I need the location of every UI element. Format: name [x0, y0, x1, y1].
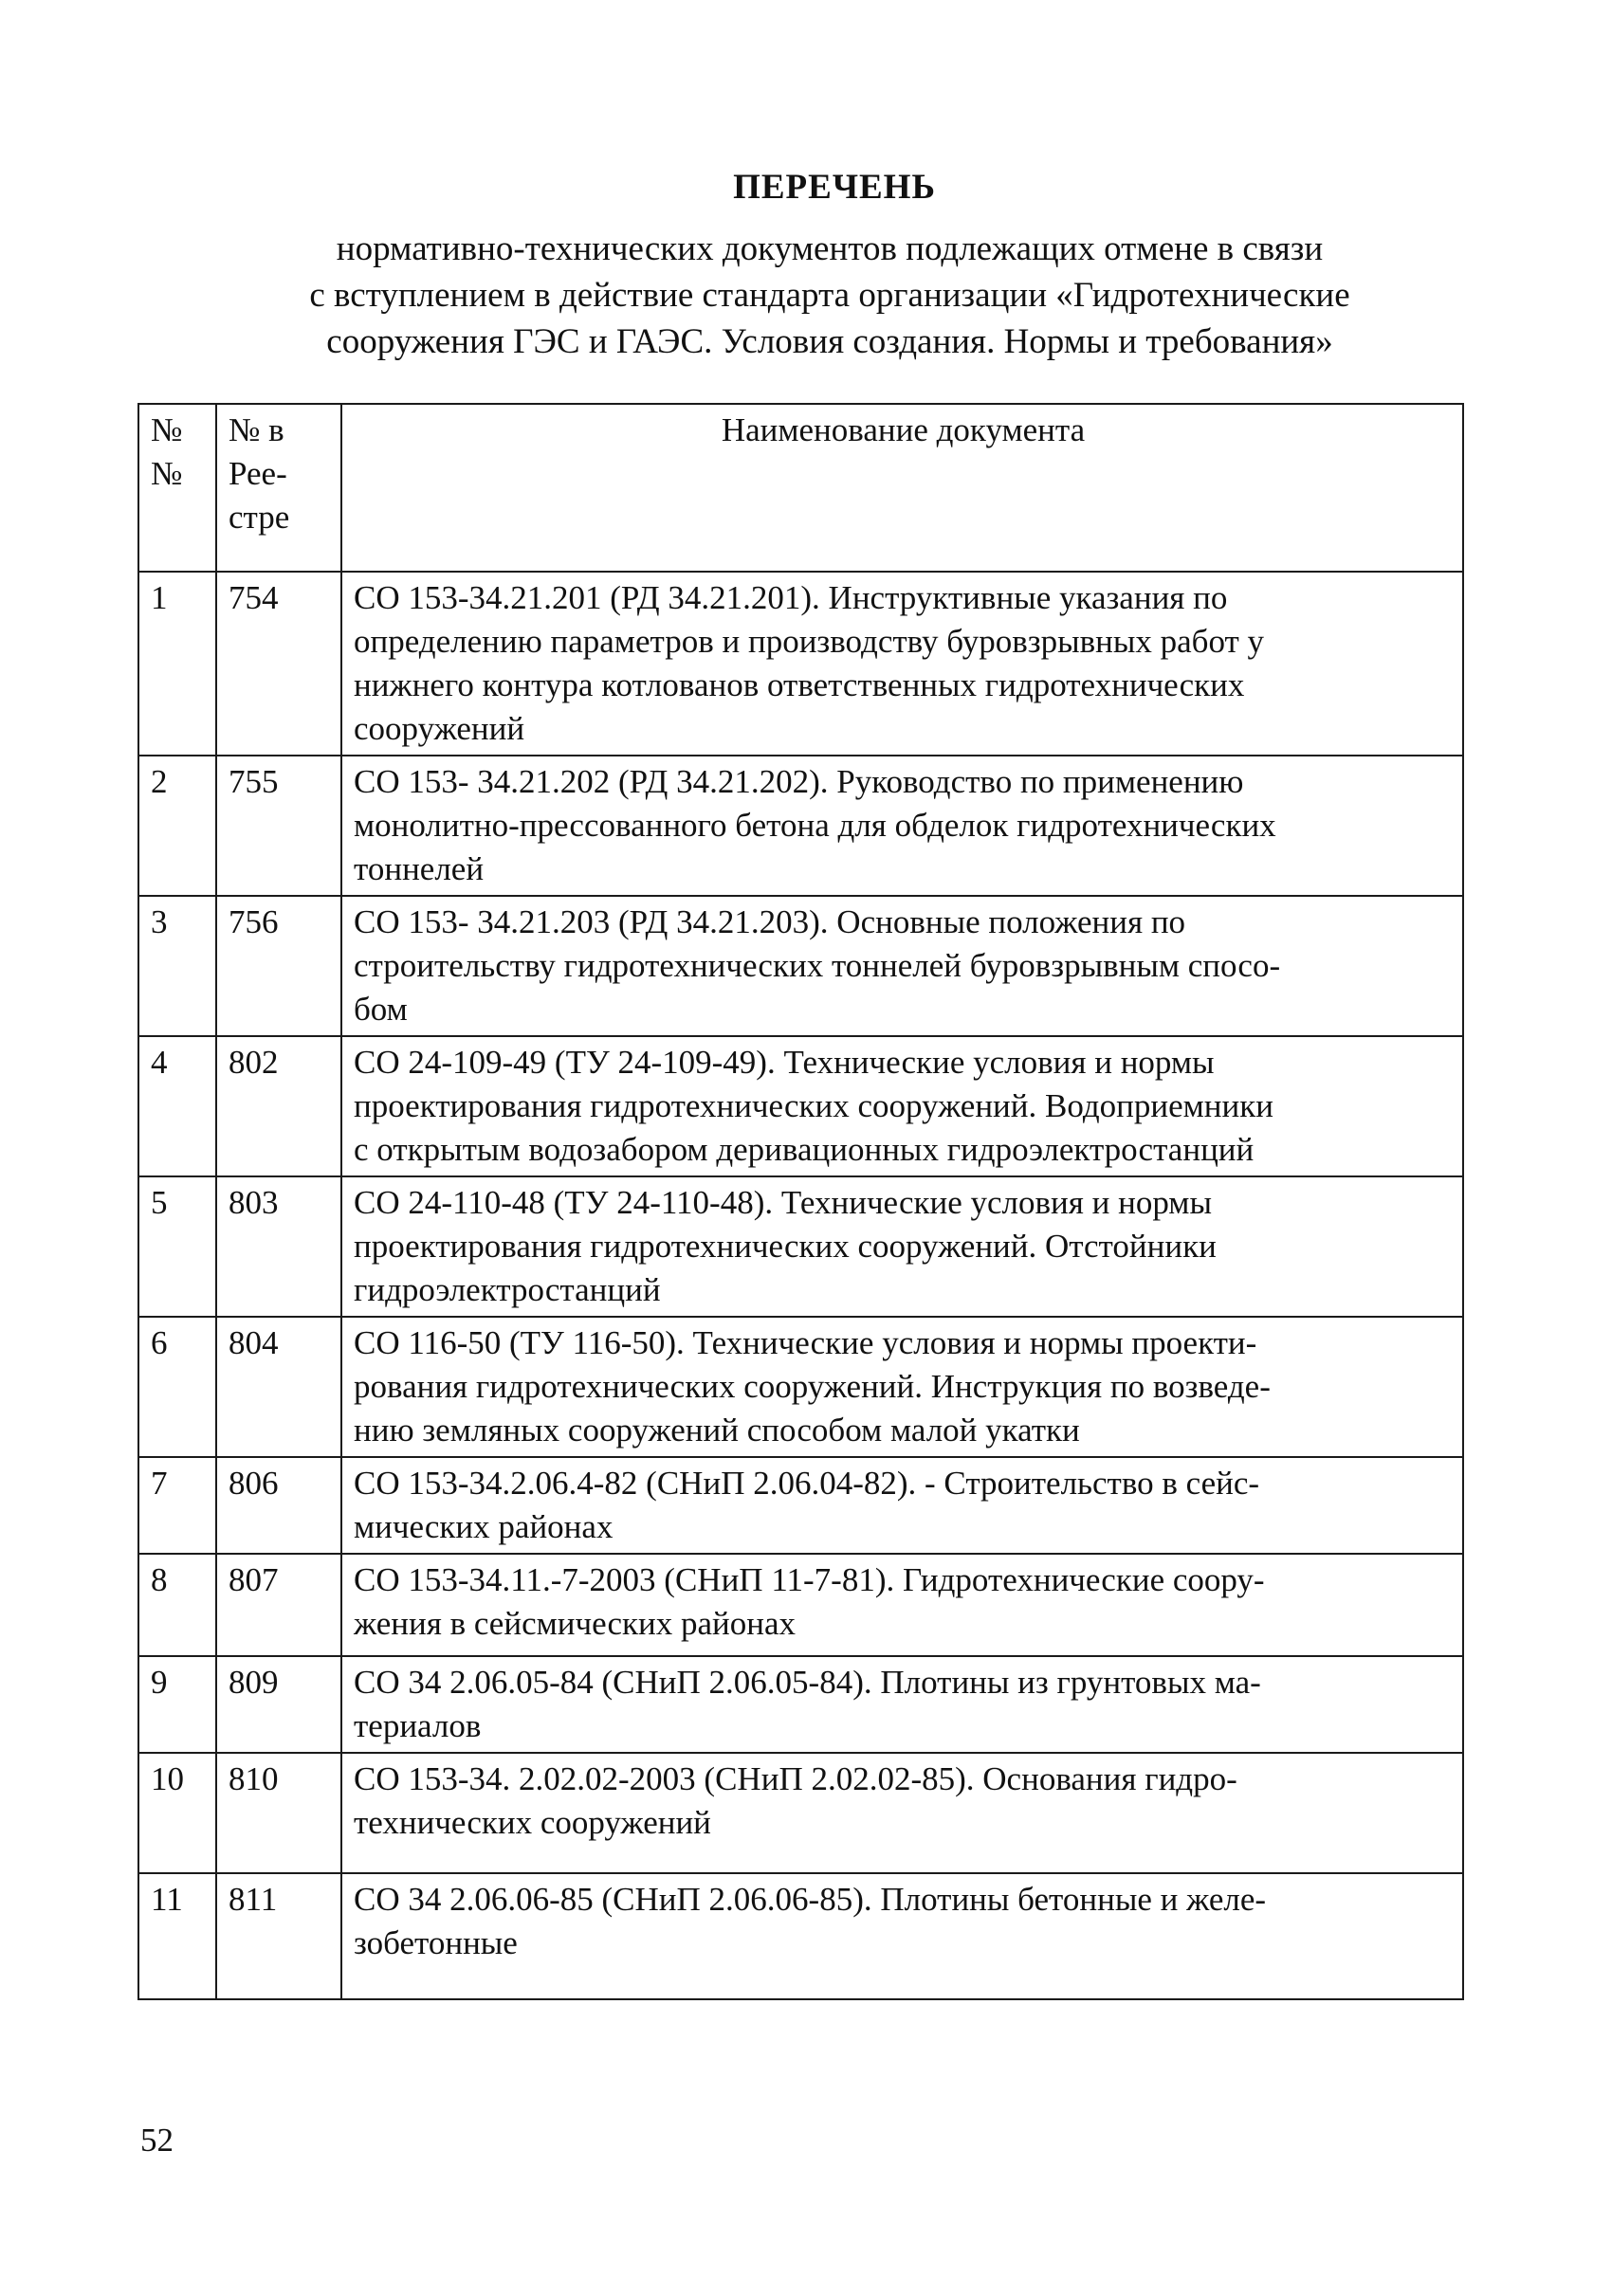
row-number: 8 [138, 1554, 216, 1656]
document-name-line: СО 34 2.06.05-84 (СНиП 2.06.05-84). Плотины из грунтовых ма- [354, 1664, 1261, 1701]
row-registry-number: 802 [216, 1036, 341, 1176]
row-document-name [341, 1554, 1463, 1656]
row-number: 3 [138, 896, 216, 1036]
table-row [138, 1753, 1463, 1873]
document-name-line: рования гидротехнических сооружений. Инструкция по возведе- [354, 1368, 1271, 1405]
table-row [138, 1554, 1463, 1656]
document-name-line: нию земляных сооружений способом малой укатки [354, 1412, 1080, 1449]
row-registry-number: 803 [216, 1176, 341, 1317]
page-number: 52 [140, 2122, 174, 2159]
subtitle-line: с вступлением в действие стандарта организации «Гидротехнические [309, 276, 1350, 315]
row-number: 4 [138, 1036, 216, 1176]
document-name-line: гидроэлектростанций [354, 1271, 661, 1308]
document-name-line: монолитно-прессованного бетона для обделок гидротехнических [354, 807, 1276, 844]
table-row [138, 756, 1463, 896]
row-number: 6 [138, 1317, 216, 1457]
document-name-line: териалов [354, 1707, 482, 1744]
document-name-line: сооружений [354, 710, 525, 747]
row-registry-number: 756 [216, 896, 341, 1036]
document-name-line: проектирования гидротехнических сооружений. Отстойники [354, 1228, 1217, 1265]
document-name-line: СО 24-110-48 (ТУ 24-110-48). Технические условия и нормы [354, 1184, 1212, 1221]
subtitle [213, 226, 1446, 365]
document-name-line: проектирования гидротехнических сооружений. Водоприемники [354, 1087, 1274, 1124]
row-registry-number: 754 [216, 572, 341, 756]
document-name-line: с открытым водозабором деривационных гидроэлектростанций [354, 1131, 1255, 1168]
header-registry-number: № в Рее- стре [216, 404, 341, 572]
document-name-line: нижнего контура котлованов ответственных гидротехнических [354, 666, 1245, 703]
row-number: 5 [138, 1176, 216, 1317]
header-document-name: Наименование документа [341, 404, 1463, 572]
row-number: 9 [138, 1656, 216, 1753]
document-name-line: СО 153- 34.21.202 (РД 34.21.202). Руководство по применению [354, 763, 1244, 800]
subtitle-line: сооружения ГЭС и ГАЭС. Условия создания. Нормы и требования» [326, 322, 1333, 361]
row-document-name [341, 1873, 1463, 1999]
document-name-line: СО 24-109-49 (ТУ 24-109-49). Технические условия и нормы [354, 1044, 1215, 1081]
document-name-line: мических районах [354, 1508, 614, 1545]
row-registry-number: 811 [216, 1873, 341, 1999]
document-name-line: СО 153-34.2.06.4-82 (СНиП 2.06.04-82). - Строительство в сейс- [354, 1465, 1260, 1502]
row-document-name [341, 1176, 1463, 1317]
row-registry-number: 810 [216, 1753, 341, 1873]
table-row [138, 1317, 1463, 1457]
document-name-line: СО 153-34.11.-7-2003 (СНиП 11-7-81). Гидротехнические соору- [354, 1561, 1265, 1598]
row-number: 1 [138, 572, 216, 756]
table-row [138, 572, 1463, 756]
table-row [138, 896, 1463, 1036]
document-name-line: СО 153-34. 2.02.02-2003 (СНиП 2.02.02-85). Основания гидро- [354, 1760, 1237, 1797]
row-registry-number: 809 [216, 1656, 341, 1753]
document-name-line: СО 34 2.06.06-85 (СНиП 2.06.06-85). Плотины бетонные и желе- [354, 1881, 1267, 1918]
documents-table [137, 403, 1464, 2000]
subtitle-line: нормативно-технических документов подлежащих отмене в связи [336, 229, 1324, 268]
document-name-line: СО 153- 34.21.203 (РД 34.21.203). Основные положения по [354, 903, 1186, 940]
table-row [138, 1457, 1463, 1554]
row-registry-number: 804 [216, 1317, 341, 1457]
row-document-name [341, 896, 1463, 1036]
document-name-line: тоннелей [354, 850, 485, 887]
table-row [138, 1036, 1463, 1176]
document-name-line: бом [354, 991, 408, 1028]
document-name-line: зобетонные [354, 1924, 518, 1961]
row-document-name [341, 756, 1463, 896]
page-title: ПЕРЕЧЕНЬ [733, 168, 936, 207]
table-row [138, 1873, 1463, 1999]
document-name-line: СО 153-34.21.201 (РД 34.21.201). Инструктивные указания по [354, 579, 1228, 616]
row-number: 10 [138, 1753, 216, 1873]
row-number: 7 [138, 1457, 216, 1554]
table-header-row [138, 404, 1463, 572]
row-document-name [341, 572, 1463, 756]
document-name-line: жения в сейсмических районах [354, 1605, 797, 1642]
row-registry-number: 806 [216, 1457, 341, 1554]
row-registry-number: 807 [216, 1554, 341, 1656]
row-document-name [341, 1457, 1463, 1554]
row-number: 11 [138, 1873, 216, 1999]
document-name-line: строительству гидротехнических тоннелей буровзрывным спосо- [354, 947, 1281, 984]
row-document-name [341, 1753, 1463, 1873]
document-name-line: технических сооружений [354, 1804, 711, 1841]
row-number: 2 [138, 756, 216, 896]
row-registry-number: 755 [216, 756, 341, 896]
row-document-name [341, 1656, 1463, 1753]
header-number: № № [138, 404, 216, 572]
document-name-line: определению параметров и производству буровзрывных работ у [354, 623, 1265, 660]
document-name-line: СО 116-50 (ТУ 116-50). Технические условия и нормы проекти- [354, 1324, 1257, 1361]
table-row [138, 1656, 1463, 1753]
row-document-name [341, 1036, 1463, 1176]
table-row [138, 1176, 1463, 1317]
row-document-name [341, 1317, 1463, 1457]
